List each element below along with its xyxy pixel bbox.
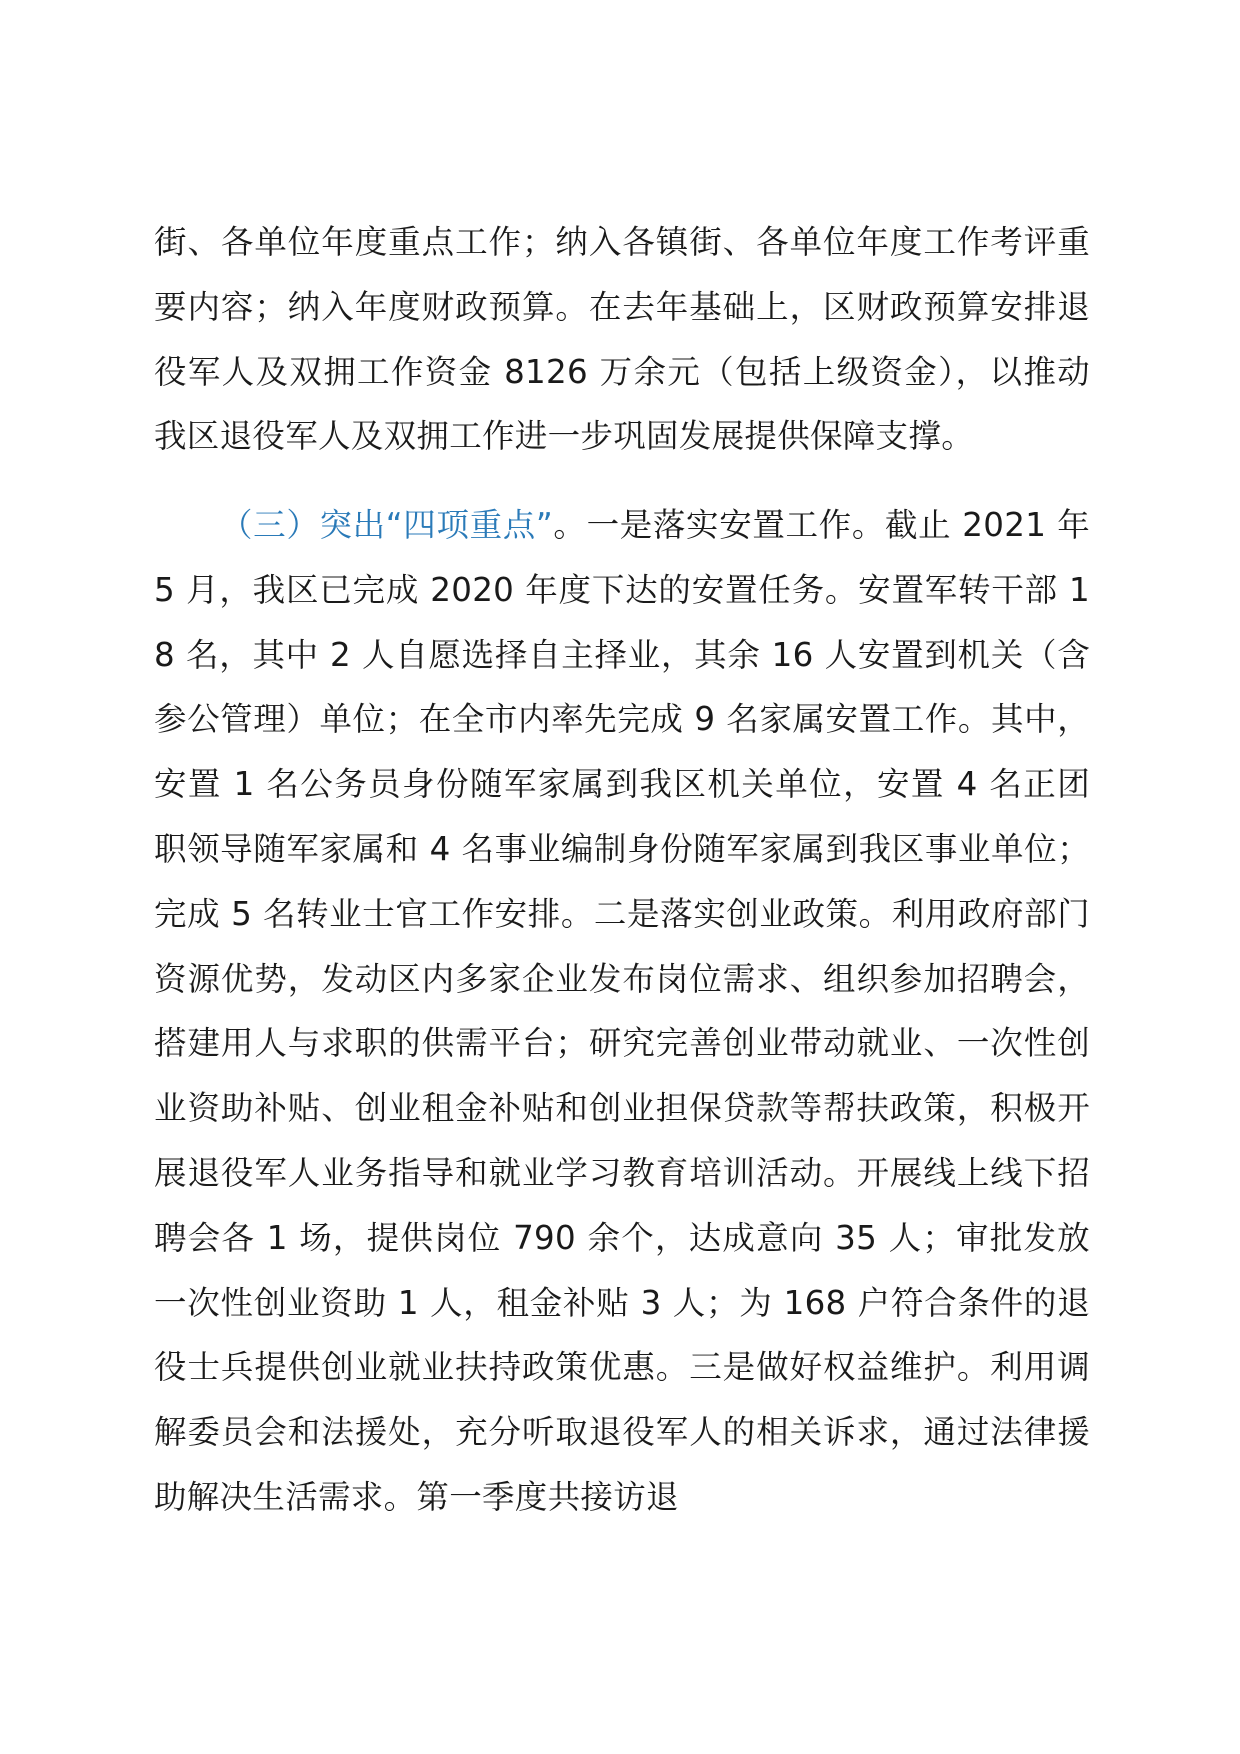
section-heading: （三）突出“四项重点” (220, 506, 554, 544)
paragraph-continuation (154, 210, 1090, 469)
paragraph-section-three (154, 493, 1090, 1530)
paragraph-text: 。一是落实安置工作。截止 2021 年 5 月，我区已完成 2020 年度下达的安置任务。安置军转干部 18 名，其中 2 人自愿选择自主择业，其余 16 人安置到机关（含参公管理）单位；在全市内率先完成 9 名家属安置工作。其中，安置 1 名公务员身份随军家属到我区机关单位，安置 4 名正团职领导随军家属和 4 名事业编制身份随军家属到我区事业单位；完成 5 名转业士官工作安排。二是落实创业政策。利用政府部门资源优势，发动区内多家企业发布岗位需求、组织参加招聘会，搭建用人与求职的供需平台；研究完善创业带动就业、一次性创业资助补贴、创业租金补贴和创业担保贷款等帮扶政策，积极开展退役军人业务指导和就业学习教育培训活动。开展线上线下招聘会各 1 场，提供岗位 790 余个，达成意向 35 人；审批发放一次性创业资助 1 人，租金补贴 3 人；为 168 户符合条件的退役士兵提供创业就业扶持政策优惠。三是做好权益维护。利用调解委员会和法援处，充分听取退役军人的相关诉求，通过法律援助解决生活需求。第一季度共接访退 (154, 506, 1090, 1516)
paragraph-text: 街、各单位年度重点工作；纳入各镇街、各单位年度工作考评重要内容；纳入年度财政预算。在去年基础上，区财政预算安排退役军人及双拥工作资金 8126 万余元（包括上级资金），以推动我区退役军人及双拥工作进一步巩固发展提供保障支撑。 (154, 223, 1090, 456)
